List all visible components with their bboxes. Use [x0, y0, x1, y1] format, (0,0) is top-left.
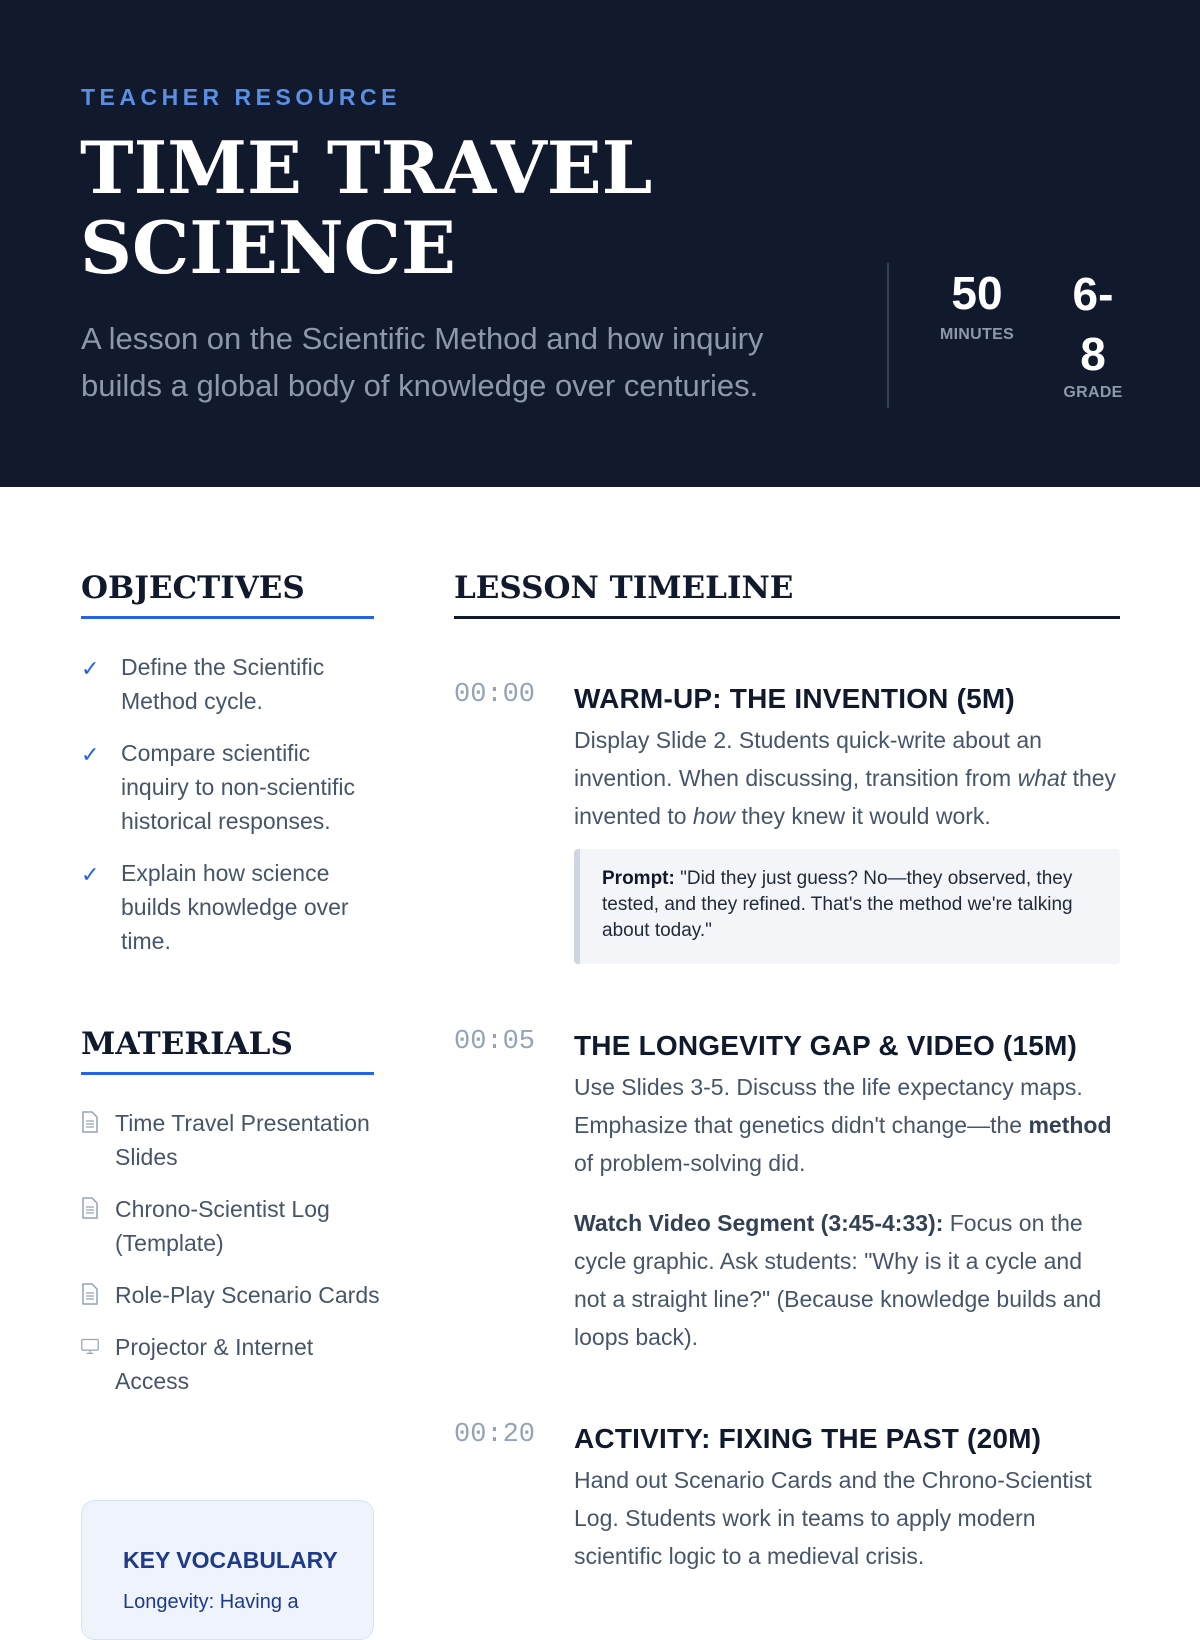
objective-text: Explain how science builds knowledge over time.: [121, 860, 349, 954]
document-icon: [81, 1111, 99, 1133]
timeline-entry-text: Display Slide 2. Students quick-write about an invention. When discussing, transition from what they invented to how they knew it would work.: [574, 727, 1117, 829]
grade-label: GRADE: [1063, 384, 1123, 401]
material-text: Projector & Internet Access: [115, 1334, 314, 1394]
timeline-entry: [574, 681, 1120, 964]
checkmark-icon: ✓: [81, 742, 100, 767]
objective-text: Define the Scientific Method cycle.: [121, 654, 325, 714]
timeline-entry-title: WARM-UP: THE INVENTION (5M): [574, 683, 1015, 714]
timeline-time: 00:00: [454, 680, 536, 710]
objectives-heading: OBJECTIVES: [81, 570, 374, 619]
objective-text: Compare scientific inquiry to non-scientific historical responses.: [121, 740, 355, 834]
checkmark-icon: ✓: [81, 862, 100, 887]
hero-header: [0, 0, 1200, 487]
vocabulary-entry: Longevity: Having a: [123, 1591, 299, 1613]
grade-stat: [1058, 264, 1128, 402]
page-title: [80, 125, 860, 290]
minutes-label: MINUTES: [939, 326, 1015, 343]
key-vocabulary-card: [81, 1500, 374, 1640]
document-icon: [81, 1283, 99, 1305]
timeline-entry-text: Hand out Scenario Cards and the Chrono-Scientist Log. Students work in teams to apply modern scientific logic to a medieval crisis.: [574, 1467, 1092, 1569]
timeline-entry: [574, 1028, 1120, 1356]
material-item: [81, 1278, 381, 1312]
objective-item: [81, 736, 381, 838]
objective-item: [81, 650, 381, 718]
timeline-entry-title: THE LONGEVITY GAP & VIDEO (15M): [574, 1030, 1078, 1061]
page-subtitle: A lesson on the Scientific Method and how inquiry builds a global body of knowledge over centuries.: [81, 321, 764, 403]
materials-heading: MATERIALS: [81, 1026, 374, 1075]
title-line-1: TIME TRAVEL: [80, 125, 653, 210]
objectives-list: [81, 650, 381, 976]
video-segment-label: Watch Video Segment (3:45-4:33):: [574, 1210, 944, 1236]
prompt-callout: [574, 849, 1120, 964]
material-text: Chrono-Scientist Log (Template): [115, 1196, 330, 1256]
objective-item: [81, 856, 381, 958]
timeline-entry: [574, 1421, 1120, 1575]
grade-value-line-2: 8: [1080, 328, 1106, 380]
timeline-time: 00:05: [454, 1027, 536, 1057]
checkmark-icon: ✓: [81, 656, 100, 681]
eyebrow-label: TEACHER RESOURCE: [81, 84, 401, 110]
title-line-2: SCIENCE: [80, 205, 456, 290]
prompt-label: Prompt:: [602, 868, 675, 889]
material-item: [81, 1330, 381, 1398]
monitor-icon: [81, 1335, 99, 1357]
grade-value-line-1: 6-: [1072, 268, 1114, 320]
minutes-stat: [932, 264, 1022, 344]
material-item: [81, 1192, 381, 1260]
materials-list: [81, 1106, 381, 1416]
prompt-text: "Did they just guess? No—they observed, they tested, and they refined. That's the method we're talking about today.": [602, 868, 1073, 941]
key-vocabulary-heading: KEY VOCABULARY: [123, 1547, 338, 1573]
material-text: Time Travel Presentation Slides: [115, 1110, 370, 1170]
timeline-time: 00:20: [454, 1420, 536, 1450]
material-text: Role-Play Scenario Cards: [115, 1282, 380, 1308]
video-segment-text: Watch Video Segment (3:45-4:33): Focus on the cycle graphic. Ask students: "Why is it a cycle and not a straight line?" (Because knowledge builds and loops back).: [574, 1210, 1102, 1350]
stats-divider: [887, 263, 889, 408]
timeline-entry-title: ACTIVITY: FIXING THE PAST (20M): [574, 1423, 1042, 1454]
document-icon: [81, 1197, 99, 1219]
material-item: [81, 1106, 381, 1174]
minutes-value: 50: [951, 267, 1003, 319]
timeline-entry-text: Use Slides 3-5. Discuss the life expectancy maps. Emphasize that genetics didn't change—the method of problem-solving did.: [574, 1074, 1112, 1176]
lesson-timeline-heading: LESSON TIMELINE: [454, 570, 1120, 619]
